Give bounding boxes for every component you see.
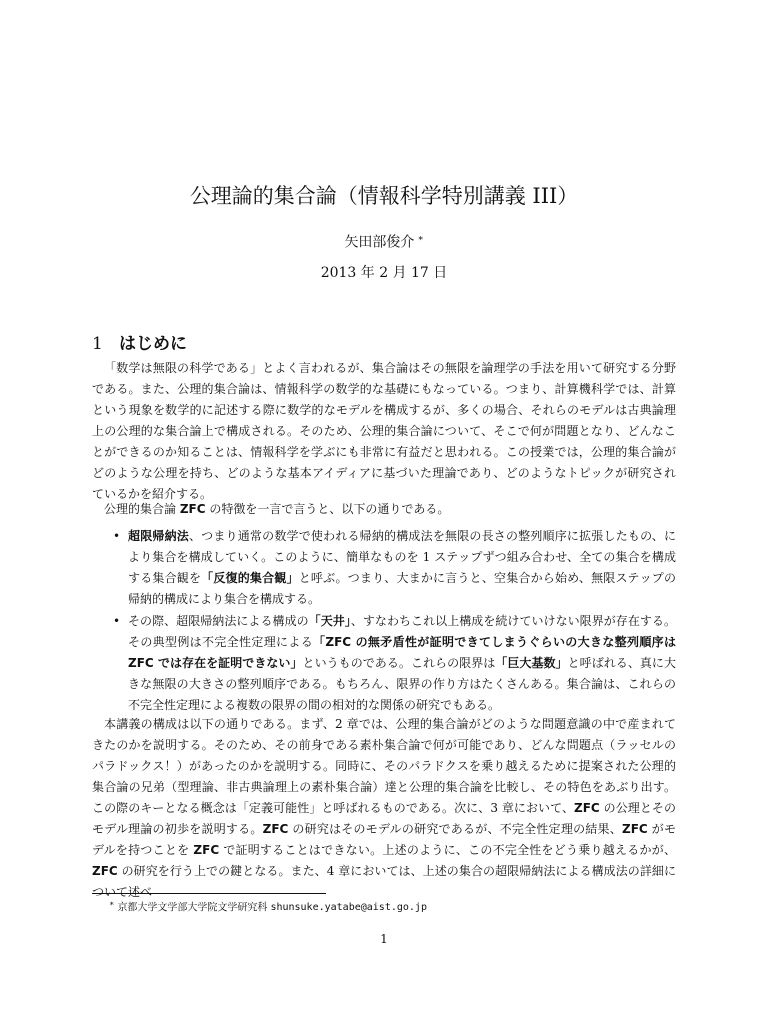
author-name: 矢田部俊介 [344, 234, 415, 251]
section-title: はじめに [119, 334, 187, 354]
section-heading [92, 333, 187, 355]
bullet-icon: • [113, 529, 121, 543]
list-item: • 超限帰納法、つまり通常の数学で使われる帰納的構成法を無限の長さの整列順序に拡張したもの、により集合を構成していく。このように、簡単なものを 1 ステップずつ組み合わせ、全ての集合を構成する集合観を「反復的集合観」と呼ぶ。つまり、大まかに言うと、空集合から始め、無限ステップの帰納的構成により集合を構成する。 [92, 526, 676, 610]
list-item: • その際、超限帰納法による構成の「天井」、すなわちこれ以上構成を続けていけない限界が存在する。その典型例は不完全性定理による「ZFC の無矛盾性が証明できてしまうぐらいの大きな整列順序は ZFC では存在を証明できない」というものである。これらの限界は「巨大基数」と呼ばれる、真に大きな無限の大きさの整列順序である。もちろん、限界の作り方はたくさんある。集合論は、これらの不完全性定理による複数の限界の間の相対的な関係の研究でもある。 [92, 611, 676, 716]
footnote [109, 896, 427, 916]
paper-date: 2013 年 2 月 17 日 [320, 265, 448, 281]
feature-list [92, 526, 676, 717]
course-structure-paragraph: 本講義の構成は以下の通りである。まず、2 章では、公理的集合論がどのような問題意識の中で産まれてきたのかを説明する。そのため、その前身である素朴集合論で何が可能であり、どんな問題点（ラッセルのパラドックス！）があったのかを説明する。同時に、そのパラドクスを乗り越えるために提案された公理的集合論の兄弟（型理論、非古典論理上の素朴集合論）達と公理的集合論を比較し、その特色をあぶり出す。この際のキーとなる概念は「定義可能性」と呼ばれるものである。次に、3 章において、ZFC の公理とそのモデル理論の初歩を説明する。ZFC の研究はそのモデルの研究であるが、不完全性定理の結果、ZFC がモデルを持つことを ZFC で証明することはできない。上述のように、この不完全性をどう乗り越えるかが、ZFC の研究を行う上での鍵となる。また、4 章においては、上述の集合の超限帰納法による構成法の詳細について述べ [92, 717, 676, 899]
footnote-email: shunsuke.yatabe@aist.go.jp [270, 902, 427, 914]
author-footnote-mark: ∗ [417, 234, 424, 244]
zfc-summary-paragraph: 公理的集合論 ZFC の特徴を一言で言うと、以下の通りである。 [104, 502, 450, 516]
author-line [0, 229, 768, 253]
bullet-icon: • [113, 614, 121, 628]
page-number: 1 [380, 932, 388, 946]
intro-paragraph: 「数学は無限の科学である」とよく言われるが、集合論はその無限を論理学の手法を用いて研究する分野である。また、公理的集合論は、情報科学の数学的な基礎にもなっている。つまり、計算機科学では、計算という現象を数学的に記述する際に数学的なモデルを構成するが、多くの場合、それらのモデルは古典論理上の公理的な集合論上で構成される。そのため、公理的集合論について、そこで何が問題となり、どんなことができるのか知ることは、情報科学を学ぶにも非常に有益だと思われる。この授業では，公理的集合論がどのような公理を持ち、どのような基本アイディアに基づいた理論であり、どのようなトピックが研究されているかを紹介する。 [92, 361, 676, 501]
footnote-affiliation: 京都大学文学部大学院文学研究科 [117, 902, 268, 914]
section-number: 1 [92, 334, 103, 354]
footnote-mark: ∗ [109, 899, 115, 908]
paper-title: 公理論的集合論（情報科学特別講義 III） [189, 184, 579, 208]
footnote-divider [92, 893, 326, 894]
